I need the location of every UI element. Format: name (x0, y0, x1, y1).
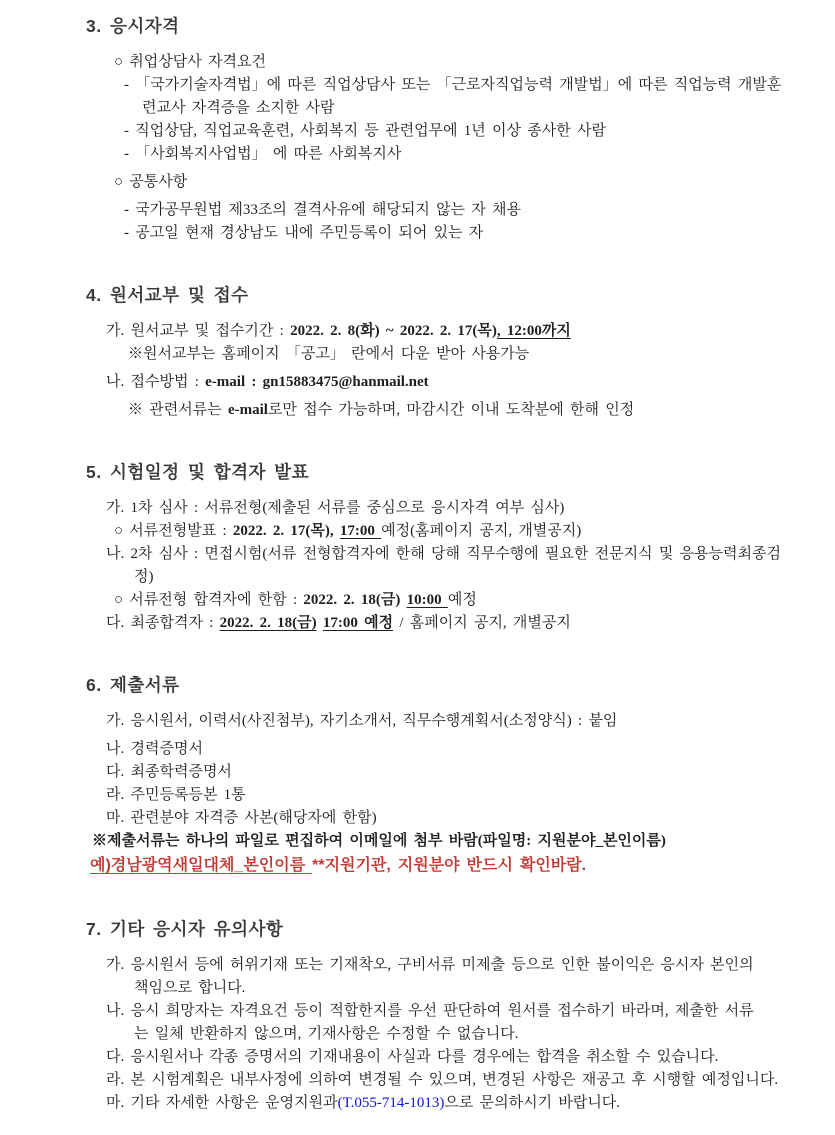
doc-line (86, 830, 797, 853)
text-run: 17:00 (339, 523, 382, 539)
text-run: 2022. 2. 18(금) (303, 592, 407, 608)
text-run: 가. 원서교부 및 접수기간 : (106, 323, 291, 339)
doc-line (86, 853, 797, 879)
doc-line (86, 399, 797, 422)
text-run: 련교사 자격증을 소지한 사람 (142, 100, 335, 116)
doc-line (86, 543, 797, 589)
text-run: 예정 (447, 592, 477, 608)
doc-line (86, 74, 797, 97)
text-run: 라. 본 시험계획은 내부사정에 의하여 변경될 수 있으며, 변경된 사항은 재공고 후 시행할 예정입니다. (106, 1072, 779, 1088)
text-run: - 공고일 현재 경상남도 내에 주민등록이 되어 있는 자 (124, 225, 484, 241)
text-run: 책임으로 합니다. (134, 980, 246, 996)
doc-section-3 (86, 13, 797, 245)
text-run: ○ 공통사항 (114, 174, 188, 190)
doc-line (86, 143, 797, 166)
doc-line (86, 120, 797, 143)
text-run: 가. 응시원서, 이력서(사진첨부), 자기소개서, 직무수행계획서(소정양식) : 붙임 (106, 713, 618, 729)
red-warning: **지원기관, 지원분야 반드시 확인바람. (312, 857, 587, 874)
text-run: ※ 관련서류는 (128, 402, 228, 418)
doc-line (86, 807, 797, 830)
text-run: 17:00 예정 (322, 615, 394, 631)
email-address: e-mail : gn15883475@hanmail.net (205, 374, 429, 390)
text-run: ○ 취업상담사 자격요건 (114, 54, 266, 70)
doc-line (86, 784, 797, 807)
text-run: 다. 최종합격자 : (106, 615, 220, 631)
doc-line (86, 520, 797, 543)
doc-line (86, 1069, 797, 1092)
doc-line (86, 738, 797, 761)
doc-line (86, 612, 797, 635)
text-run: / 홈페이지 공지, 개별공지 (393, 615, 571, 631)
doc-line (86, 1046, 797, 1069)
text-run: 으로 문의하시기 바랍니다. (444, 1095, 621, 1111)
text-run: ※제출서류는 하나의 파일로 편집하여 이메일에 첨부 바람(파일명: 지원분야_본인이름) (92, 833, 666, 849)
doc-line (86, 977, 797, 1000)
doc-line (86, 171, 797, 194)
text-run: - 「국가기술자격법」에 따른 직업상담사 또는 「근로자직업능력 개발법」에 따른 직업능력 개발훈 (124, 77, 782, 93)
section-heading: 5. 시험일정 및 합격자 발표 (86, 462, 310, 482)
doc-line (86, 761, 797, 784)
text-run: ○ 서류전형발표 : (114, 523, 233, 539)
text-run: 는 일체 반환하지 않으며, 기재사항은 수정할 수 없습니다. (134, 1026, 519, 1042)
text-run: 다. 응시원서나 각종 증명서의 기재내용이 사실과 다를 경우에는 합격을 취소할 수 있습니다. (106, 1049, 719, 1065)
text-run: 마. 기타 자세한 사항은 운영지원과 (106, 1095, 338, 1111)
text-run: , 12:00까지 (496, 323, 571, 339)
text-run: 2022. 2. 18(금) (219, 615, 317, 631)
section-heading: 6. 제출서류 (86, 675, 180, 695)
text-run: 예정(홈페이지 공지, 개별공지) (381, 523, 582, 539)
text-run: 나. 접수방법 : (106, 374, 206, 390)
doc-section-4 (86, 282, 797, 422)
doc-line (86, 222, 797, 245)
doc-line (86, 497, 797, 520)
doc-line (86, 1023, 797, 1046)
doc-line (86, 199, 797, 222)
text-run: 2022. 2. 17(목), (232, 523, 340, 539)
text-run: 10:00 (406, 592, 448, 608)
doc-section-5 (86, 459, 797, 635)
text-run: 나. 2차 심사 : 면접시험(서류 전형합격자에 한해 당해 직무수행에 필요한 전문지식 및 응용능력최종검정) (106, 546, 782, 585)
doc-line (86, 710, 797, 733)
text-run: - 국가공무원법 제33조의 결격사유에 해당되지 않는 자 채용 (124, 202, 522, 218)
text-run: 가. 응시원서 등에 허위기재 또는 기재착오, 구비서류 미제출 등으로 인한 불이익은 응시자 본인의 (106, 957, 754, 973)
section-heading: 4. 원서교부 및 접수 (86, 285, 249, 305)
text-run: 로만 접수 가능하며, 마감시간 이내 도착분에 한해 인정 (267, 402, 635, 418)
doc-section-6 (86, 672, 797, 879)
section-heading: 7. 기타 응시자 유의사항 (86, 919, 284, 939)
text-run: ※원서교부는 홈페이지 「공고」 란에서 다운 받아 사용가능 (128, 346, 530, 362)
doc-line (86, 51, 797, 74)
doc-line (86, 97, 797, 120)
text-run: - 「사회복지사업법」 에 따른 사회복지사 (124, 146, 402, 162)
section-heading: 3. 응시자격 (86, 16, 180, 36)
text-run: 2022. 2. 8(화) ~ 2022. 2. 17(목) (290, 323, 497, 339)
text-run: - 직업상담, 직업교육훈련, 사회복지 등 관련업무에 1년 이상 종사한 사람 (124, 123, 606, 139)
document-body (86, 13, 797, 1115)
doc-line (86, 343, 797, 366)
phone-number[interactable]: (T.055-714-1013) (337, 1095, 445, 1111)
doc-line (86, 1000, 797, 1023)
text-run: 라. 주민등록등본 1통 (106, 787, 246, 803)
text-run: ○ 서류전형 합격자에 한함 : (114, 592, 304, 608)
text-run: 마. 관련분야 자격증 사본(해당자에 한함) (106, 810, 377, 826)
red-example-filename: 예)경남광역새일대체_본인이름 (90, 857, 313, 874)
doc-line (86, 371, 797, 394)
doc-line (86, 1092, 797, 1115)
doc-line (86, 589, 797, 612)
text-run: 다. 최종학력증명서 (106, 764, 232, 780)
text-run: 나. 응시 희망자는 자격요건 등이 적합한지를 우선 판단하여 원서를 접수하기 바라며, 제출한 서류 (106, 1003, 754, 1019)
text-run: e-mail (227, 402, 268, 418)
text-run: 가. 1차 심사 : 서류전형(제출된 서류를 중심으로 응시자격 여부 심사) (106, 500, 565, 516)
text-run: 나. 경력증명서 (106, 741, 203, 757)
doc-section-7 (86, 916, 797, 1115)
doc-line (86, 320, 797, 343)
